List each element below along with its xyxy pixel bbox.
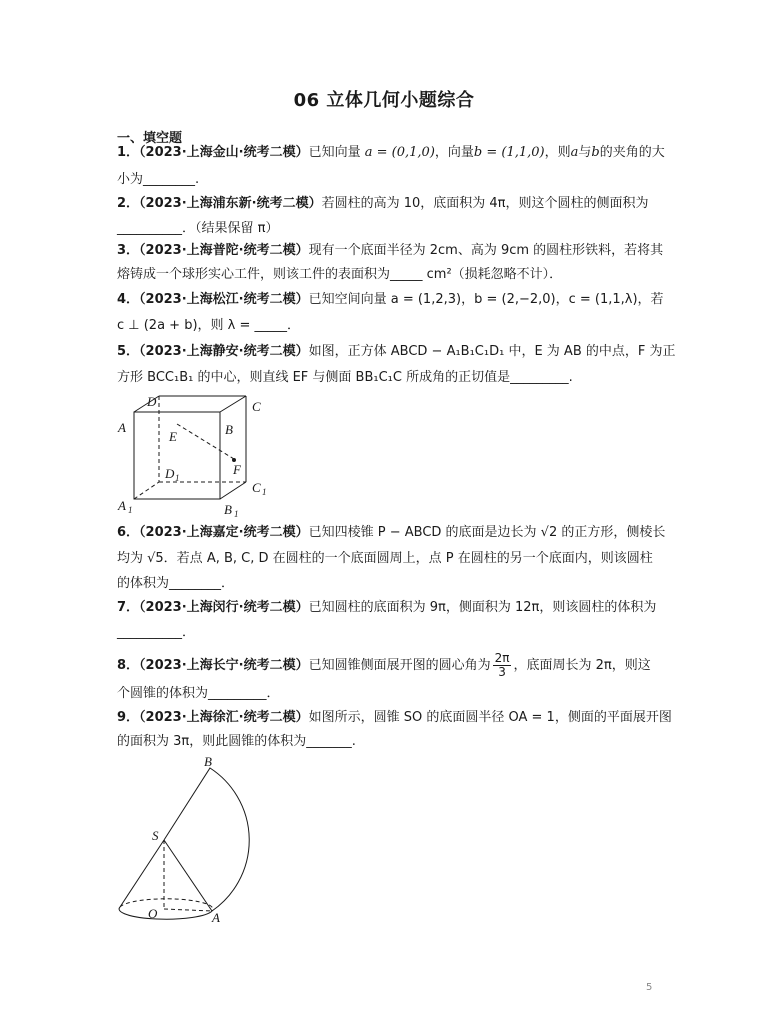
cube-hidden-A1D1 <box>134 482 159 499</box>
label-A1: A <box>118 498 126 513</box>
question-4-line2: c ⊥ (2a + b)，则 λ = _____． <box>117 318 301 333</box>
svg-text:1: 1 <box>234 509 239 519</box>
label-B: B <box>225 422 233 437</box>
cone-figure <box>112 752 292 924</box>
fraction-2pi-over-3: $\frac{2\pi}{3}$ <box>494 651 510 679</box>
svg-text:1: 1 <box>128 505 133 515</box>
question-5: 5．（2023·上海静安·统考二模）如图，正方体 ABCD − A₁B₁C₁D₁ 中，E 为 AB 的中点，F 为正 <box>117 344 676 359</box>
question-6: 6．（2023·上海嘉定·统考二模）已知四棱锥 P − ABCD 的底面是边长为 √2 的正方形，侧棱长 <box>117 525 666 540</box>
question-2-line2: __________．（结果保留 π） <box>117 221 279 236</box>
question-3-line2: 熔铸成一个球形实心工件，则该工件的表面积为_____ cm²（损耗忽略不计）． <box>117 267 563 282</box>
question-1: 1．（2023·上海金山·统考二模）已知向量 a = (0,1,0)，向量b = (1,1,0)，则a与b的夹角的大 <box>117 145 665 160</box>
section-heading: 一、填空题 <box>117 131 183 146</box>
page-number: 5 <box>646 982 653 993</box>
svg-text:1: 1 <box>175 473 180 483</box>
cube-figure <box>112 394 282 520</box>
label-D: D <box>147 394 157 409</box>
question-6-line2: 均为 √5．若点 A, B, C, D 在圆柱的一个底面圆周上，点 P 在圆柱的另一个底面内，则该圆柱 <box>117 551 653 566</box>
question-7: 7．（2023·上海闵行·统考二模）已知圆柱的底面积为 9π，侧面积为 12π，则该圆柱的体积为 <box>117 600 657 615</box>
label-A: A <box>118 420 126 435</box>
svg-text:1: 1 <box>262 487 267 497</box>
label-B: B <box>204 754 212 769</box>
label-C1: C <box>252 480 261 495</box>
label-O: O <box>148 906 158 921</box>
question-3: 3．（2023·上海普陀·统考二模）现有一个底面半径为 2cm、高为 9cm 的圆柱形铁料，若将其 <box>117 243 664 258</box>
question-1-line2: 小为________. <box>117 172 200 187</box>
question-4: 4．（2023·上海松江·统考二模）已知空间向量 a = (1,2,3)，b = (2,−2,0)，c = (1,1,λ)，若 <box>117 292 664 307</box>
question-6-line3: 的体积为________． <box>117 576 235 591</box>
question-9-line2: 的面积为 3π，则此圆锥的体积为_______. <box>117 734 356 749</box>
cone-side-left <box>120 840 164 907</box>
cube-edge-BC <box>220 396 246 412</box>
question-9: 9．（2023·上海徐汇·统考二模）如图所示，圆锥 SO 的底面圆半径 OA = 1，侧面的平面展开图 <box>117 710 672 725</box>
label-D1: D <box>165 466 175 481</box>
label-A: A <box>212 910 220 924</box>
page-title: 06 立体几何小题综合 <box>293 90 475 111</box>
question-8: 8．（2023·上海长宁·统考二模）已知圆锥侧面展开图的圆心角为 $\frac{2\pi}{3}$ ，底面周长为 2π，则这 <box>117 651 651 679</box>
cone-side-right <box>164 840 212 911</box>
cube-edge-B1C1 <box>220 482 246 499</box>
question-8-line2: 个圆锥的体积为_________． <box>117 686 280 701</box>
label-B1: B <box>224 502 232 517</box>
label-F: F <box>233 462 241 477</box>
question-5-line2: 方形 BCC₁B₁ 的中心，则直线 EF 与侧面 BB₁C₁C 所成角的正切值是_________. <box>117 370 573 385</box>
label-E: E <box>169 429 177 444</box>
label-S: S <box>152 828 159 843</box>
sector-outline <box>164 768 249 911</box>
question-7-line2: __________． <box>117 625 196 640</box>
radius-OA <box>164 909 212 911</box>
cube-front-face <box>134 412 220 499</box>
label-C: C <box>252 399 261 414</box>
question-2: 2．（2023·上海浦东新·统考二模）若圆柱的高为 10，底面积为 4π，则这个圆柱的侧面积为 <box>117 196 649 211</box>
